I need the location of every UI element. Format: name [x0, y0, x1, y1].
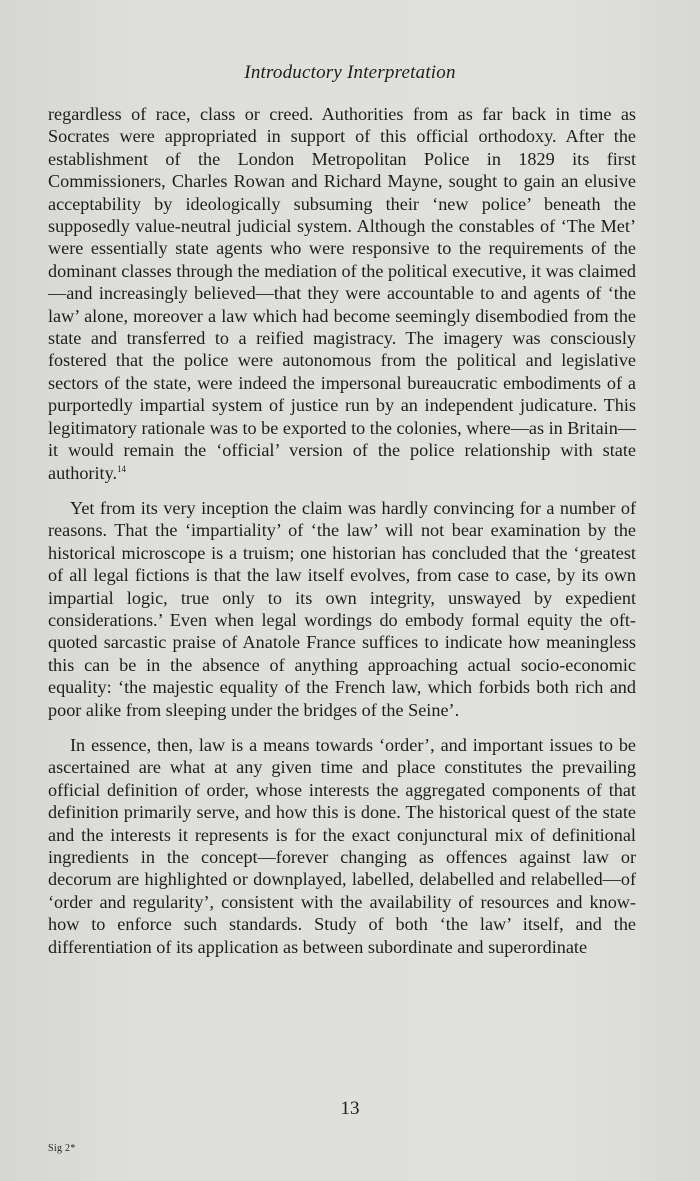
- running-head: Introductory Interpretation: [244, 62, 456, 83]
- paragraph-1: [48, 103, 636, 484]
- paragraph-3: In essence, then, law is a means towards ‘order’, and important issues to be ascertained are what at any given time and place constitutes the prevailing official definition of order, whose interests the aggregated components of that definition primarily serve, and how this is done. The historical quest of the state and the interests it represents is for the exact conjunctural mix of definitional ingredients in the concept—forever changing as offences against law or decorum are highlighted or downplayed, labelled, delabelled and relabelled—of ‘order and regularity’, consistent with the availability of resources and know-how to enforce such standards. Study of both ‘the law’ itself, and the differentiation of its application as between subordinate and superordinate: [48, 734, 636, 957]
- paragraph-1-text: regardless of race, class or creed. Authorities from as far back in time as Socrates were appropriated in support of this official orthodoxy. After the establishment of the London Metropolitan Police in 1829 its first Commissioners, Charles Rowan and Richard Mayne, sought to gain an elusive acceptability by ideologically subsuming their ‘new police’ beneath the supposedly value-neutral judicial system. Although the constables of ‘The Met’ were essentially state agents who were responsive to the requirements of the dominant classes through the mediation of the political executive, it was claimed—and increasingly believed—that they were accountable to and agents of ‘the law’ alone, moreover a law which had become seemingly disembodied from the state and transferred to a reified magistracy. The imagery was consciously fostered that the police were autonomous from the political and legislative sectors of the state, were indeed the impersonal bureaucratic embodiments of a purportedly impartial system of justice run by an independent judicature. This legitimatory rationale was to be exported to the colonies, where—as in Britain—it would remain the ‘official’ version of the police relationship with state authority.: [48, 104, 636, 483]
- signature-mark: Sig 2*: [48, 1143, 76, 1154]
- paragraph-2: Yet from its very inception the claim was hardly convincing for a number of reasons. That the ‘impartiality’ of ‘the law’ will not bear examination by the historical microscope is a truism; one historian has concluded that the ‘greatest of all legal fictions is that the law itself evolves, from case to case, by its own impartial logic, true only to its own integrity, unswayed by expedient considerations.’ Even when legal wordings do embody formal equity the oft-quoted sarcastic praise of Anatole France suffices to indicate how meaningless this can be in the absence of anything approaching actual socio-economic equality: ‘the majestic equality of the French law, which forbids both rich and poor alike from sleeping under the bridges of the Seine’.: [48, 497, 636, 720]
- footnote-marker: 14: [117, 463, 127, 474]
- page-number: 13: [340, 1098, 360, 1119]
- body-text: [48, 103, 636, 958]
